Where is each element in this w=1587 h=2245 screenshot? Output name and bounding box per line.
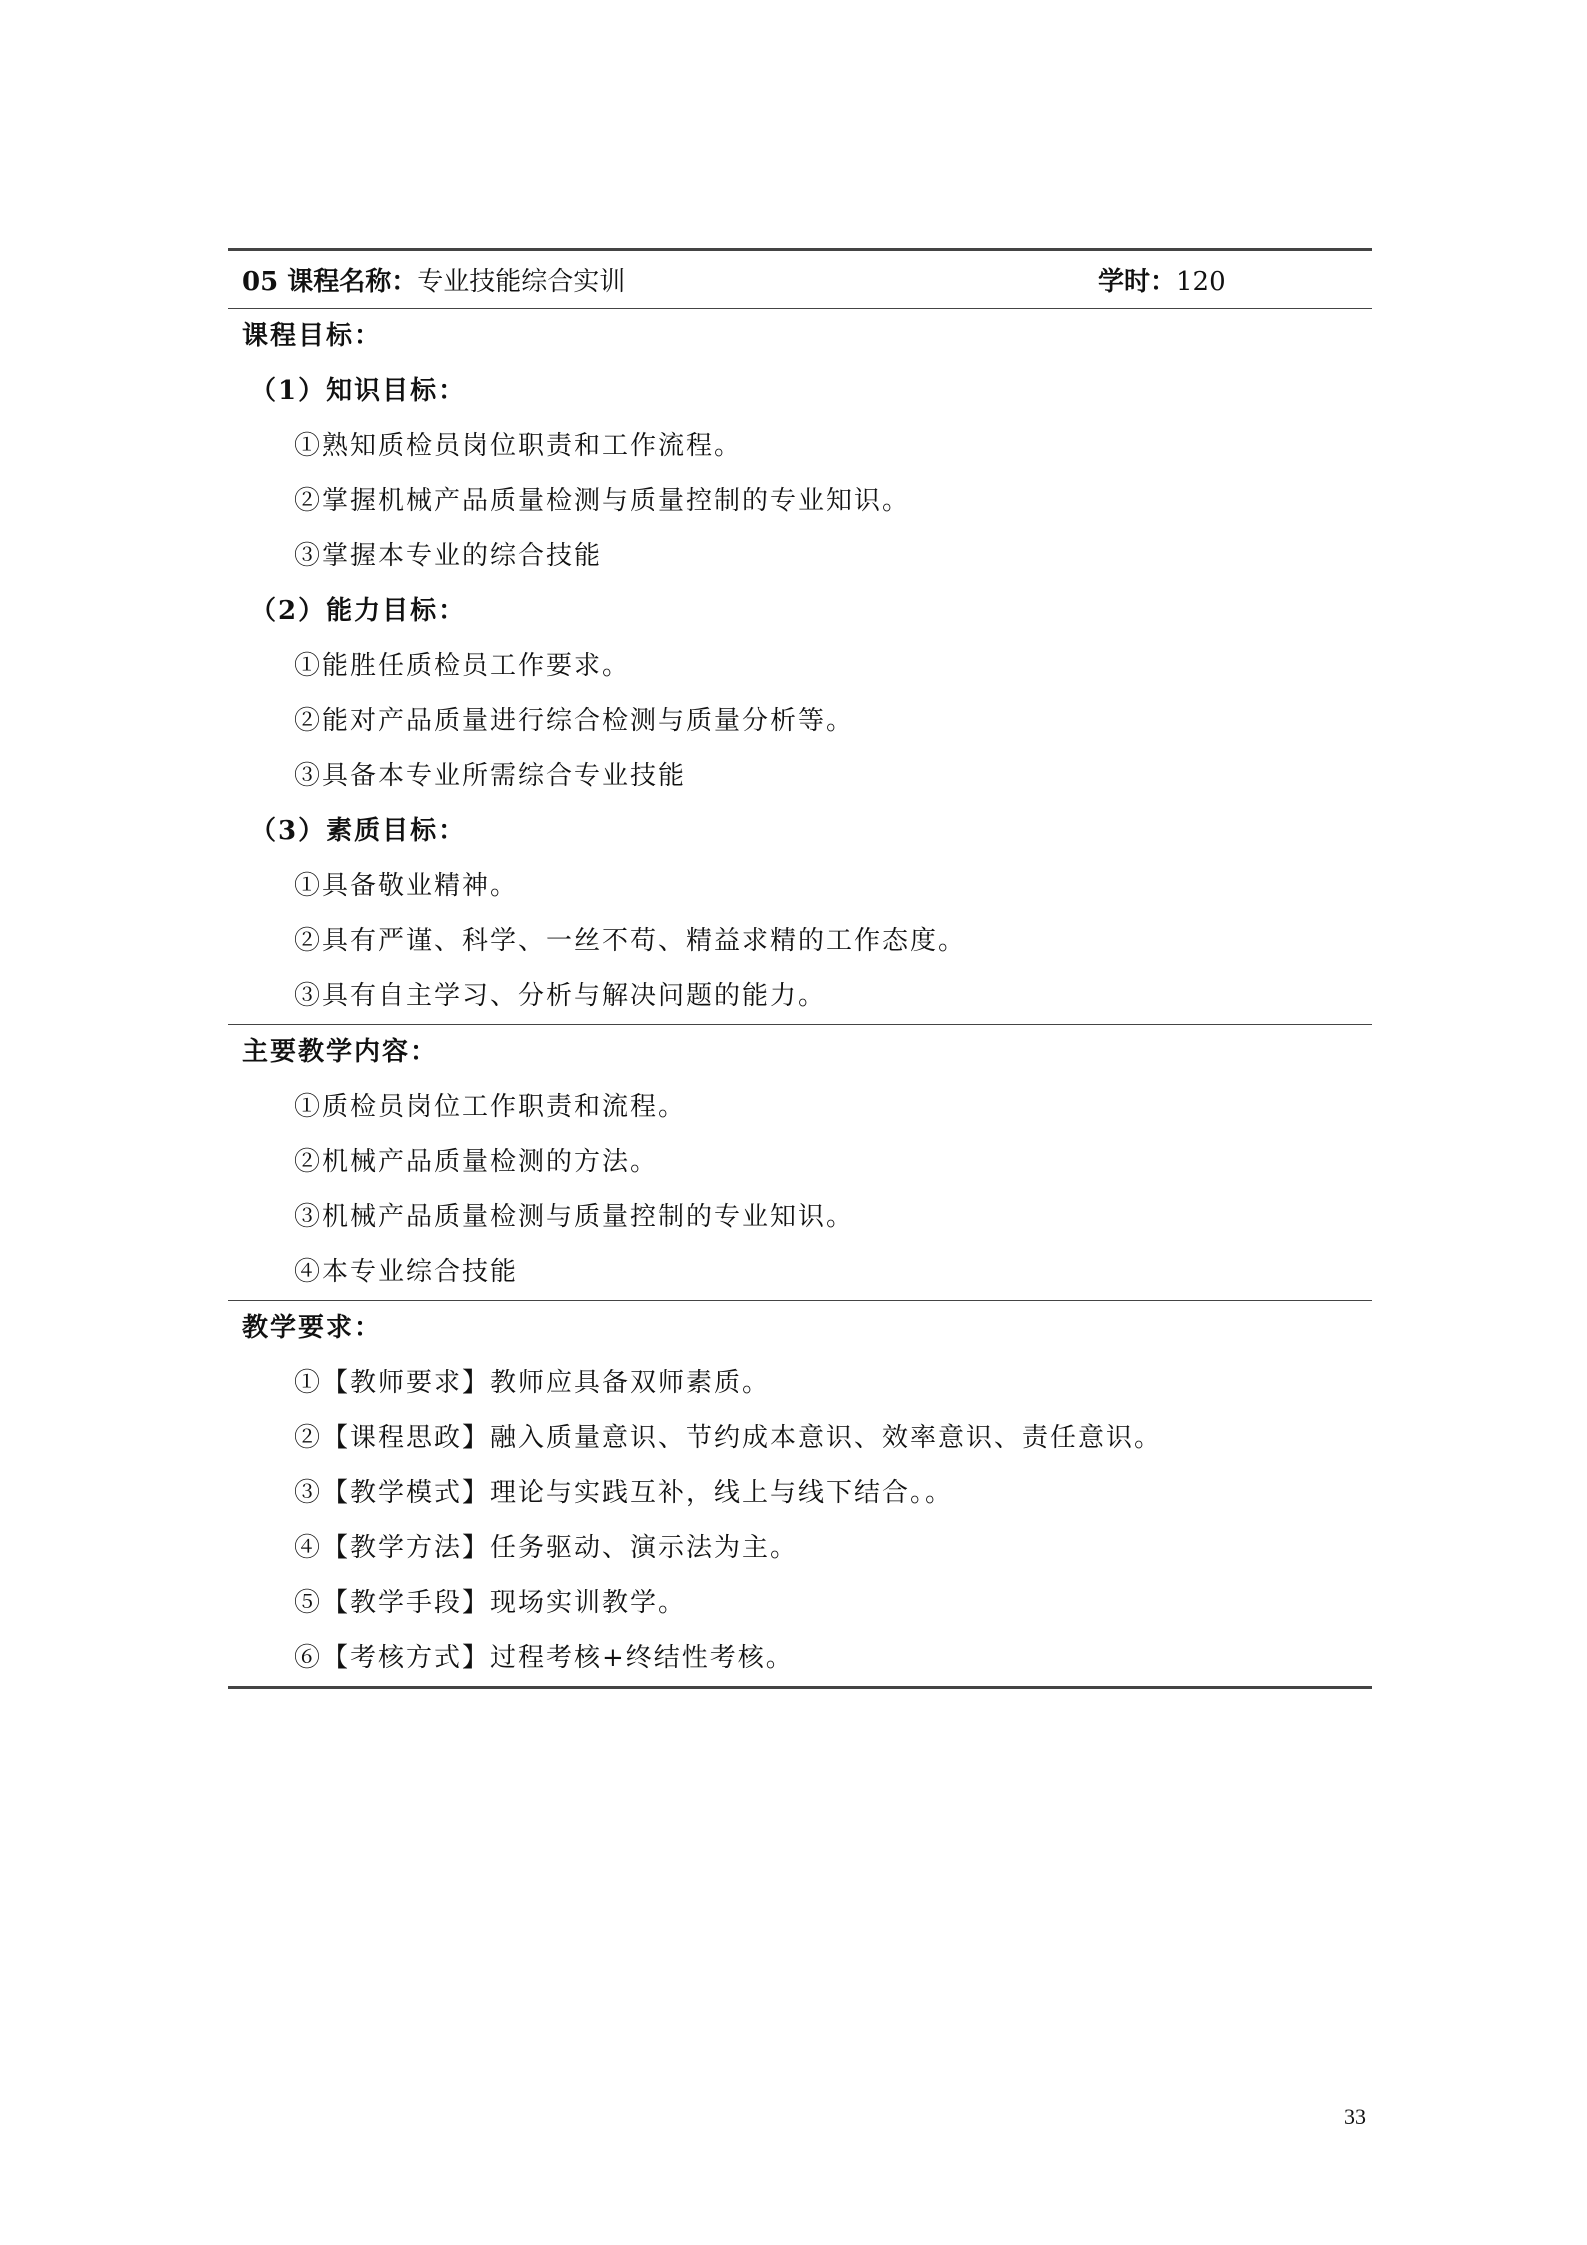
ability-objective-item: ②能对产品质量进行综合检测与质量分析等。 (294, 706, 855, 736)
requirement-item: ③【教学模式】理论与实践互补，线上与线下结合。。 (294, 1478, 954, 1508)
content-item: ①质检员岗位工作职责和流程。 (294, 1092, 687, 1122)
knowledge-objectives-title: （1）知识目标： (250, 376, 467, 406)
requirement-item: ⑤【教学手段】现场实训教学。 (294, 1588, 687, 1618)
requirement-item: ④【教学方法】任务驱动、演示法为主。 (294, 1533, 799, 1563)
requirement-item: ⑥【考核方式】过程考核+终结性考核。 (294, 1643, 794, 1673)
course-hours-label: 学时： (1098, 267, 1177, 297)
quality-objectives-title: （3）素质目标： (250, 816, 467, 846)
content-item: ④本专业综合技能 (294, 1257, 519, 1287)
knowledge-objective-item: ①熟知质检员岗位职责和工作流程。 (294, 431, 743, 461)
knowledge-objective-item: ③掌握本专业的综合技能 (294, 541, 603, 571)
quality-objective-item: ②具有严谨、科学、一丝不苟、精益求精的工作态度。 (294, 926, 967, 956)
ability-objective-item: ③具备本专业所需综合专业技能 (294, 761, 687, 791)
course-hours-value: 120 (1176, 267, 1226, 297)
requirement-item: ②【课程思政】融入质量意识、节约成本意识、效率意识、责任意识。 (294, 1423, 1163, 1453)
ability-objective-item: ①能胜任质检员工作要求。 (294, 651, 631, 681)
objectives-title: 课程目标： (242, 321, 383, 351)
course-name-value: 专业技能综合实训 (417, 267, 626, 297)
course-hours-cell (1098, 261, 1226, 298)
ability-objectives-title: （2）能力目标： (250, 596, 467, 626)
course-table (228, 248, 1372, 1689)
content-item: ③机械产品质量检测与质量控制的专业知识。 (294, 1202, 855, 1232)
requirements-title: 教学要求： (242, 1313, 383, 1343)
objectives-section (228, 309, 1372, 1025)
course-name-cell (228, 261, 625, 298)
course-header-row (228, 251, 1372, 309)
requirement-item: ①【教师要求】教师应具备双师素质。 (294, 1368, 771, 1398)
content-item: ②机械产品质量检测的方法。 (294, 1147, 659, 1177)
quality-objective-item: ①具备敬业精神。 (294, 871, 519, 901)
page-number: 33 (1344, 2104, 1366, 2129)
requirements-section (228, 1301, 1372, 1686)
quality-objective-item: ③具有自主学习、分析与解决问题的能力。 (294, 981, 827, 1011)
course-name-label: 05 课程名称： (242, 267, 418, 297)
content-section (228, 1025, 1372, 1301)
knowledge-objective-item: ②掌握机械产品质量检测与质量控制的专业知识。 (294, 486, 911, 516)
content-title: 主要教学内容： (242, 1037, 439, 1067)
